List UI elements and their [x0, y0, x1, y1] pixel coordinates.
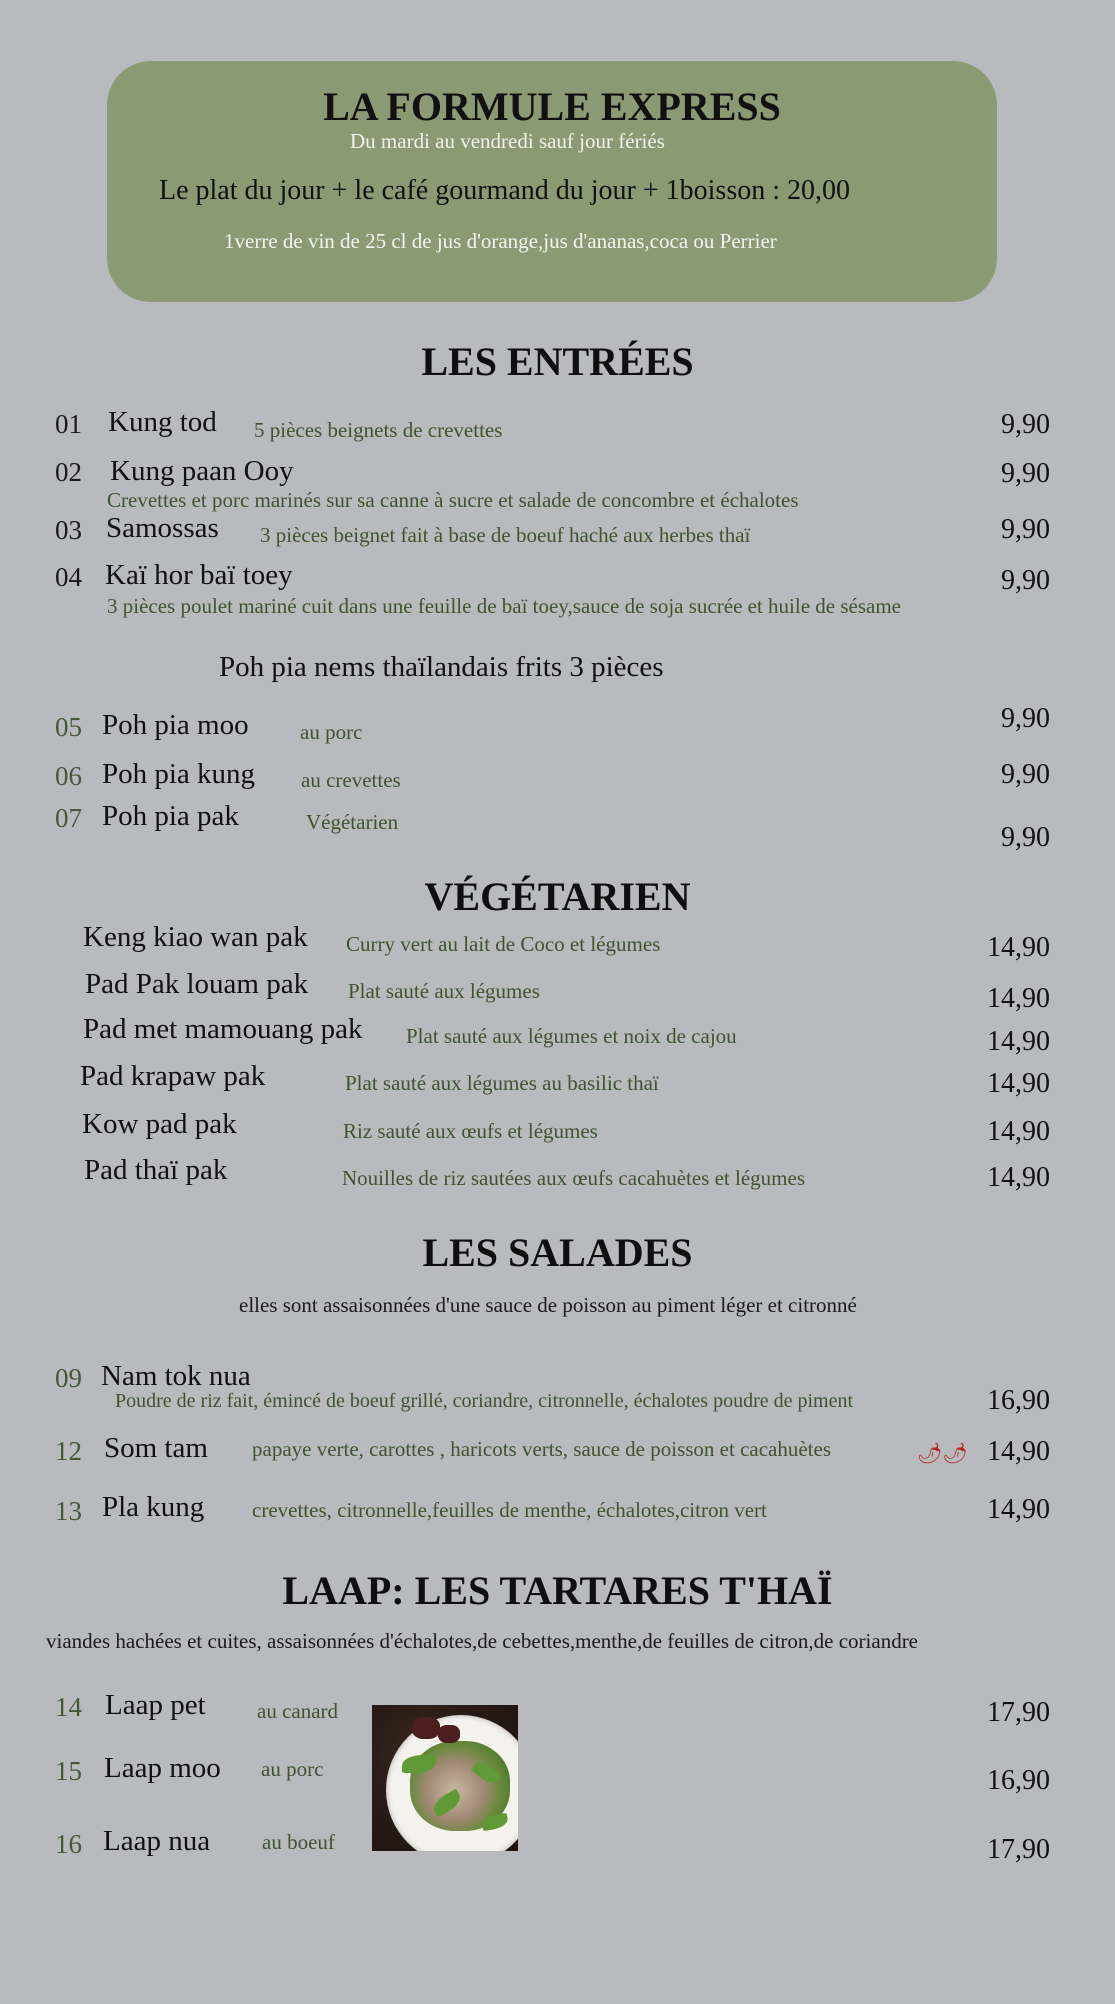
item-number: 15 [55, 1756, 82, 1786]
item-name: Laap pet [105, 1689, 206, 1721]
salades-intro: elles sont assaisonnées d'une sauce de poisson au piment léger et citronné [239, 1293, 857, 1317]
item-description: au porc [261, 1757, 324, 1781]
item-price: 14,90 [987, 1026, 1050, 1057]
formule-title: LA FORMULE EXPRESS [323, 84, 781, 129]
item-description: Plat sauté aux légumes et noix de cajou [406, 1024, 737, 1048]
meat-shape [412, 1717, 440, 1739]
item-name: Poh pia kung [102, 758, 256, 790]
item-description: Plat sauté aux légumes au basilic thaï [345, 1071, 659, 1095]
entrees-heading: LES ENTRÉES [421, 339, 694, 384]
nems-subheading: Poh pia nems thaïlandais frits 3 pièces [219, 651, 664, 683]
item-number: 12 [55, 1436, 82, 1466]
formule-drinks: 1verre de vin de 25 cl de jus d'orange,jus d'ananas,coca ou Perrier [224, 229, 777, 253]
item-name: Kung paan Ooy [110, 455, 294, 487]
item-price: 14,90 [987, 1494, 1050, 1525]
item-description: papaye verte, carottes , haricots verts, sauce de poisson et cacahuètes [252, 1437, 831, 1461]
item-price: 9,90 [1001, 409, 1050, 440]
formule-deal: Le plat du jour + le café gourmand du jour + 1boisson : 20,00 [159, 175, 851, 206]
item-price: 14,90 [987, 1116, 1050, 1147]
item-description: Plat sauté aux légumes [348, 979, 540, 1003]
item-description: au crevettes [301, 768, 401, 792]
item-price: 14,90 [987, 932, 1050, 963]
item-price: 17,90 [987, 1834, 1050, 1865]
item-name: Som tam [104, 1432, 208, 1464]
item-price: 17,90 [987, 1697, 1050, 1728]
item-description: au boeuf [262, 1830, 335, 1854]
item-number: 06 [55, 761, 82, 791]
chili-pepper-icon: 🌶🌶 [917, 1443, 968, 1465]
item-description: 3 pièces poulet mariné cuit dans une feuille de baï toey,sauce de soja sucrée et huile de sésame [107, 594, 901, 618]
item-number: 14 [55, 1692, 82, 1722]
item-price: 14,90 [987, 1162, 1050, 1193]
item-number: 13 [55, 1496, 82, 1526]
item-number: 01 [55, 409, 82, 439]
item-name: Pad met mamouang pak [83, 1013, 363, 1045]
item-name: Kow pad pak [82, 1108, 237, 1140]
vegetarien-heading: VÉGÉTARIEN [424, 874, 691, 919]
item-name: Pla kung [102, 1491, 205, 1523]
item-name: Poh pia moo [102, 709, 249, 741]
laap-intro: viandes hachées et cuites, assaisonnées d'échalotes,de cebettes,menthe,de feuilles de citron,de coriandre [46, 1629, 919, 1653]
item-price: 9,90 [1001, 565, 1050, 596]
item-description: 5 pièces beignets de crevettes [254, 418, 503, 442]
item-price: 9,90 [1001, 759, 1050, 790]
item-description: Poudre de riz fait, émincé de boeuf grillé, coriandre, citronnelle, échalotes poudre de piment [115, 1390, 854, 1412]
item-number: 02 [55, 457, 82, 487]
item-number: 05 [55, 712, 82, 742]
item-description: au canard [257, 1699, 339, 1723]
item-name: Laap nua [103, 1825, 211, 1857]
item-price: 16,90 [987, 1765, 1050, 1796]
item-name: Nam tok nua [101, 1360, 251, 1392]
item-name: Pad Pak louam pak [85, 968, 309, 1000]
item-number: 04 [55, 562, 82, 592]
item-price: 9,90 [1001, 822, 1050, 853]
item-name: Pad thaï pak [84, 1154, 228, 1186]
item-number: 03 [55, 515, 82, 545]
item-description: au porc [300, 720, 363, 744]
item-price: 14,90 [987, 1436, 1050, 1467]
item-name: Laap moo [104, 1752, 221, 1784]
item-description: Végétarien [306, 810, 399, 834]
item-number: 16 [55, 1829, 82, 1859]
item-number: 07 [55, 803, 82, 833]
item-description: Curry vert au lait de Coco et légumes [346, 932, 661, 956]
item-price: 9,90 [1001, 458, 1050, 489]
item-price: 16,90 [987, 1385, 1050, 1416]
laap-dish-photo [372, 1705, 518, 1851]
item-description: 3 pièces beignet fait à base de boeuf haché aux herbes thaï [260, 523, 751, 547]
item-description: Nouilles de riz sautées aux œufs cacahuètes et légumes [342, 1166, 805, 1190]
item-number: 09 [55, 1363, 82, 1393]
item-price: 9,90 [1001, 514, 1050, 545]
item-name: Samossas [106, 512, 219, 544]
formule-express-box [107, 61, 997, 302]
item-price: 9,90 [1001, 703, 1050, 734]
item-name: Keng kiao wan pak [83, 921, 308, 953]
item-description: Crevettes et porc marinés sur sa canne à sucre et salade de concombre et échalotes [107, 488, 799, 512]
meat-shape [438, 1725, 460, 1743]
item-name: Poh pia pak [102, 800, 239, 832]
salades-heading: LES SALADES [422, 1230, 693, 1275]
item-price: 14,90 [987, 1068, 1050, 1099]
item-price: 14,90 [987, 983, 1050, 1014]
item-description: crevettes, citronnelle,feuilles de menthe, échalotes,citron vert [252, 1498, 767, 1522]
item-description: Riz sauté aux œufs et légumes [343, 1119, 598, 1143]
item-name: Pad krapaw pak [80, 1060, 266, 1092]
item-name: Kaï hor baï toey [105, 559, 293, 591]
item-name: Kung tod [108, 406, 217, 438]
formule-subtitle: Du mardi au vendredi sauf jour fériés [350, 129, 665, 153]
laap-heading: LAAP: LES TARTARES T'HAÏ [282, 1568, 833, 1613]
